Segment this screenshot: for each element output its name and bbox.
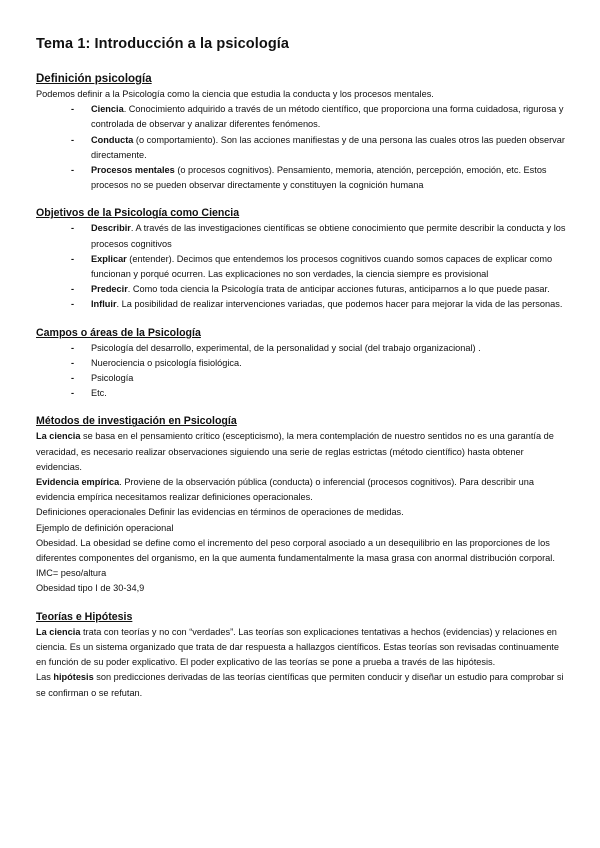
metodos-paragraph-evidencia — [36, 475, 566, 505]
item-text: (o procesos cognitivos). Pensamiento, memoria, atención, percepción, emoción, etc. Estos procesos no se pueden observar directamente y constituyen la cognición humana — [91, 165, 547, 191]
list-item — [71, 102, 566, 132]
list-item — [71, 252, 566, 282]
item-term: Ciencia — [91, 104, 124, 115]
section-heading-teorias: Teorías e Hipótesis — [36, 610, 133, 623]
section-heading-campos: Campos o áreas de la Psicología — [36, 326, 201, 339]
item-term: Influir — [91, 299, 117, 310]
item-text: . A través de las investigaciones científicas se obtiene conocimiento que permite describir la conducta y los procesos cognitivos — [91, 223, 566, 249]
paragraph-text: se basa en el pensamiento crítico (escepticismo), la mera contemplación de nuestro sentidos no es una garantía de veracidad, es necesario realizar observaciones siguiendo una serie de reglas estrictas (método científico) hasta obtener evidencias. — [36, 431, 554, 472]
campos-list — [36, 341, 566, 402]
item-term: Conducta — [91, 134, 134, 145]
item-text: (entender). Decimos que entendemos los procesos cognitivos cuando somos capaces de explicar como funcionan y porqué ocurren. Las explicaciones no son verdades, la ciencia siempre es provisional — [91, 253, 553, 280]
item-term: Procesos mentales — [91, 165, 175, 176]
list-item — [71, 133, 566, 163]
item-text: . Como toda ciencia la Psicología trata de anticipar acciones futuras, anticiparnos a lo que puede pasar. — [127, 284, 550, 295]
item-term: Describir — [91, 223, 131, 234]
item-term: Predecir — [91, 284, 128, 295]
list-item — [71, 297, 566, 312]
section-heading-metodos: Métodos de investigación en Psicología — [36, 415, 237, 428]
list-item — [71, 163, 566, 193]
paragraph-term: hipótesis — [53, 672, 94, 683]
item-text: . Conocimiento adquirido a través de un método científico, que proporciona una forma cuidadosa, rigurosa y controlada de observar y analizar diferentes fenómenos. — [91, 104, 564, 130]
section-metodos — [36, 414, 566, 596]
list-item: - Etc. — [71, 386, 566, 401]
paragraph-text: son predicciones derivadas de las teorías científicas que permiten conducir y diseñar un estudio para comprobar si se confirman o se refutan. — [36, 672, 564, 698]
item-text: . La posibilidad de realizar intervenciones variadas, que podemos hacer para mejorar la vida de las personas. — [116, 299, 563, 310]
section-objetivos — [36, 206, 566, 312]
definicion-list — [36, 102, 566, 193]
metodos-paragraph-ejemplo: Ejemplo de definición operacional — [36, 522, 174, 533]
list-item — [71, 282, 566, 297]
teorias-paragraph-ciencia — [36, 625, 566, 671]
section-teorias — [36, 610, 566, 701]
item-term: Explicar — [91, 253, 127, 264]
item-text: (o comportamiento). Son las acciones manifiestas y de una persona las cuales otros las pueden observar directamente. — [91, 134, 565, 160]
list-item: - Nuerociencia o psicología fisiológica. — [71, 356, 566, 371]
list-item: - Psicología — [71, 371, 566, 386]
document-title: Tema 1: Introducción a la psicología — [36, 36, 290, 52]
metodos-paragraph-obesidad: Obesidad. La obesidad se define como el incremento del peso corporal asociado a un desequilibrio en las proporciones de los diferentes componentes del organismo, en la que aumenta fundamentalmente la masa grasa con anormal distribución corporal. — [36, 537, 555, 564]
document-page — [36, 36, 566, 714]
definicion-intro: Podemos definir a la Psicología como la ciencia que estudia la conducta y los procesos mentales. — [36, 89, 434, 99]
paragraph-prefix: Las — [36, 672, 54, 683]
section-heading-definicion: Definición psicología — [36, 73, 152, 85]
list-item: - Psicología del desarrollo, experimental, de la personalidad y social (del trabajo organizacional) . — [71, 341, 566, 356]
metodos-paragraph-tipo: Obesidad tipo I de 30-34,9 — [36, 583, 145, 594]
list-item — [71, 221, 566, 251]
paragraph-text: . Proviene de la observación pública (conducta) o inferencial (procesos cognitivos). Para describir una evidencia empírica necesitamos realizar definiciones operacionales. — [36, 477, 534, 503]
section-campos — [36, 326, 566, 402]
objetivos-list — [36, 221, 566, 312]
paragraph-term: La ciencia — [36, 626, 81, 637]
section-definicion — [36, 72, 566, 193]
paragraph-term: Evidencia empírica — [36, 477, 120, 488]
section-heading-objetivos: Objetivos de la Psicología como Ciencia — [36, 207, 240, 220]
paragraph-term: La ciencia — [36, 431, 81, 442]
metodos-paragraph-imc: IMC= peso/altura — [36, 568, 107, 579]
paragraph-text: trata con teorías y no con “verdades”. Las teorías son explicaciones tentativas a hechos (evidencias) y relaciones en ciencia. Es un sistema organizado que trata de dar respuesta a hallazgos científicos. Estas teorías son revisadas continuamente en función de su poder explicativo. El poder explicativo de las teorías se pone a prueba a través de las hipótesis. — [36, 626, 559, 668]
metodos-paragraph-definiciones: Definiciones operacionales Definir las evidencias en términos de operaciones de medidas. — [36, 507, 404, 518]
teorias-paragraph-hipotesis — [36, 670, 566, 700]
metodos-paragraph-ciencia — [36, 429, 566, 475]
